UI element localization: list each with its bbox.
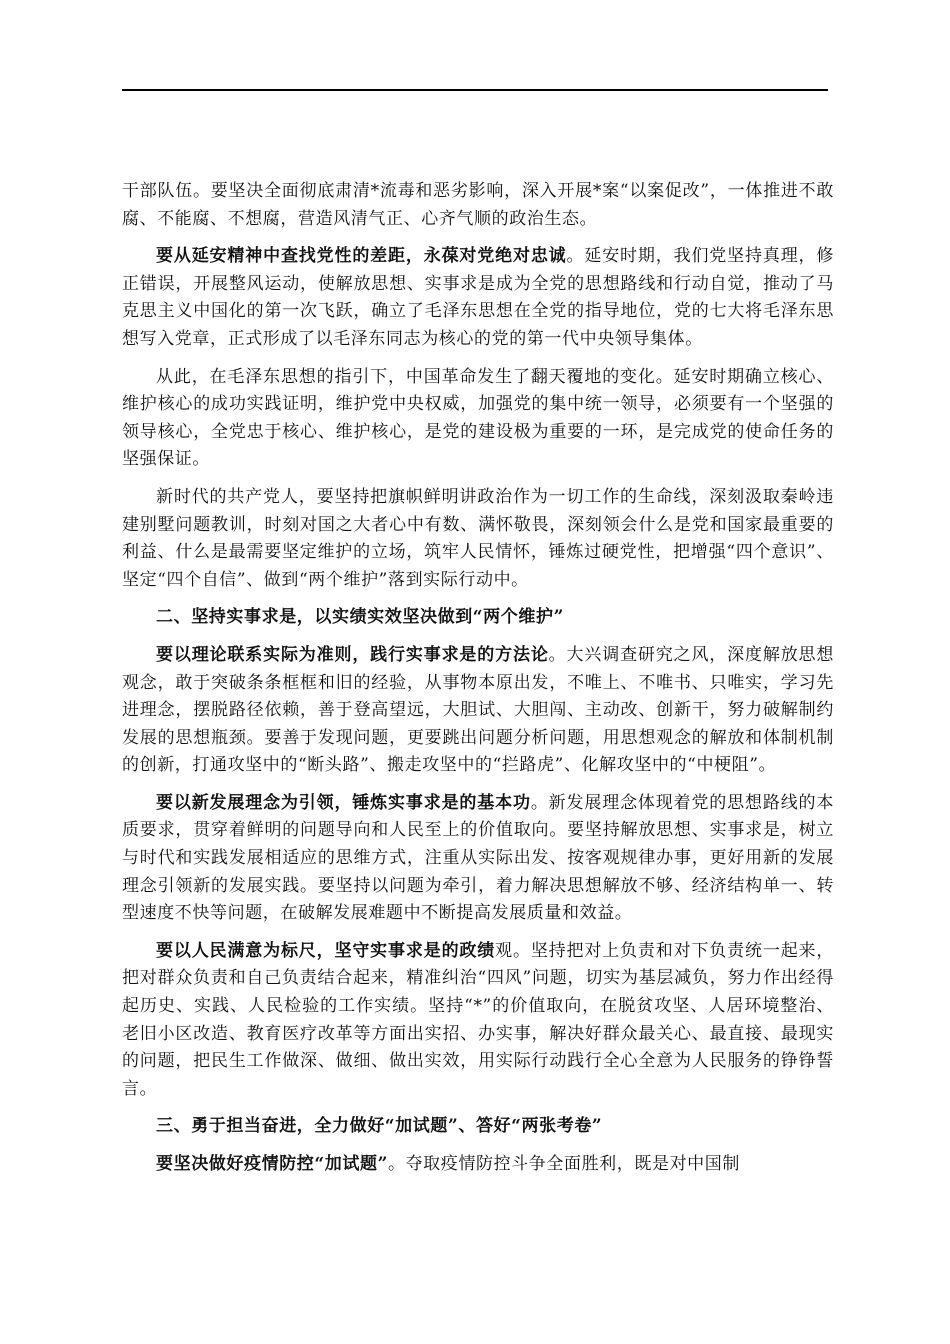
paragraph-8 <box>122 1151 834 1179</box>
paragraph-2-lead: 要从延安精神中查找党性的差距，永葆对党绝对忠诚 <box>156 246 567 267</box>
paragraph-6 <box>122 790 834 928</box>
paragraph-7-text: 观。坚持把对上负责和对下负责统一起来，把对群众负责和自己负责结合起来，精准纠治“四风”问题，切实为基层减负，努力作出经得起历史、实践、人民检验的工作实绩。坚持“*”的价值取向，在脱贫攻坚、人居环境整治、老旧小区改造、教育医疗改革等方面出实招、办实事，解决好群众最关心、最直接、最现实的问题，把民生工作做深、做细、做出实效，用实际行动践行全心全意为人民服务的铮铮誓言。 <box>122 940 834 1099</box>
paragraph-1-text: 干部队伍。要坚决全面彻底肃清*流毒和恶劣影响，深入开展*案“以案促改”，一体推进不敢腐、不能腐、不想腐，营造风清气正、心齐气顺的政治生态。 <box>122 181 834 229</box>
paragraph-3-text: 从此，在毛泽东思想的指引下，中国革命发生了翻天覆地的变化。延安时期确立核心、维护核心的成功实践证明，维护党中央权威，加强党的集中统一领导，必须要有一个坚强的领导核心，全党忠于核心、维护核心，是党的建设极为重要的一环，是完成党的使命任务的坚强保证。 <box>122 366 834 470</box>
paragraph-8-text: 。夺取疫情防控斗争全面胜利，既是对中国制 <box>387 1154 740 1174</box>
paragraph-4-text: 新时代的共产党人，要坚持把旗帜鲜明讲政治作为一切工作的生命线，深刻汲取秦岭违建别墅问题教训，时刻对国之大者心中有数、满怀敬畏，深刻领会什么是党和国家最重要的利益、什么是最需要坚定维护的立场，筑牢人民情怀，锤炼过硬党性，把增强“四个意识”、坚定“四个自信”、做到“两个维护”落到实际行动中。 <box>122 486 834 590</box>
paragraph-5 <box>122 642 834 780</box>
section-heading-2: 二、坚持实事求是，以实绩实效坚决做到“两个维护” <box>156 607 564 628</box>
paragraph-5-text: 。大兴调查研究之风，深度解放思想观念，敢于突破条条框框和旧的经验，从事物本原出发，不唯上、不唯书、只唯实，学习先进理念，摆脱路径依赖，善于登高望远，大胆试、大胆闯、主动改、创新干，努力破解制约发展的思想瓶颈。要善于发现问题，更要跳出问题分析问题，用思想观念的解放和体制机制的创新，打通攻坚中的“断头路”、搬走攻坚中的“拦路虎”、化解攻坚中的“中梗阻”。 <box>122 644 834 776</box>
paragraph-8-lead: 要坚决做好疫情防控“加试题” <box>156 1154 388 1174</box>
paragraph-1 <box>122 178 834 233</box>
header-rule <box>122 89 828 91</box>
paragraph-4 <box>122 484 834 594</box>
paragraph-2 <box>122 243 834 353</box>
paragraph-6-lead: 要以新发展理念为引领，锤炼实事求是的基本功 <box>156 792 531 813</box>
paragraph-7 <box>122 938 834 1104</box>
paragraph-7-lead: 要以人民满意为标尺，坚守实事求是的政绩 <box>156 940 496 961</box>
paragraph-2-text: 。延安时期，我们党坚持真理，修正错误，开展整风运动，使解放思想、实事求是成为全党的思想路线和行动自觉，推动了马克思主义中国化的第一次飞跃，确立了毛泽东思想在全党的指导地位，党的七大将毛泽东思想写入党章，正式形成了以毛泽东同志为核心的党的第一代中央领导集体。 <box>122 246 834 349</box>
paragraph-6-text: 。新发展理念体现着党的思想路线的本质要求，贯穿着鲜明的问题导向和人民至上的价值取向。要坚持解放思想、实事求是，树立与时代和实践发展相适应的思维方式，注重从实际出发、按客观规律办事，更好用新的发展理念引领新的发展实践。要坚持以问题为牵引，着力解决思想解放不够、经济结构单一、转型速度不快等问题，在破解发展难题中不断提高发展质量和效益。 <box>122 792 835 924</box>
paragraph-3 <box>122 364 834 474</box>
paragraph-5-lead: 要以理论联系实际为准则，践行实事求是的方法论 <box>156 644 549 665</box>
section-heading-3: 三、勇于担当奋进，全力做好“加试题”、答好“两张考卷” <box>156 1116 603 1137</box>
document-body <box>122 178 834 1189</box>
